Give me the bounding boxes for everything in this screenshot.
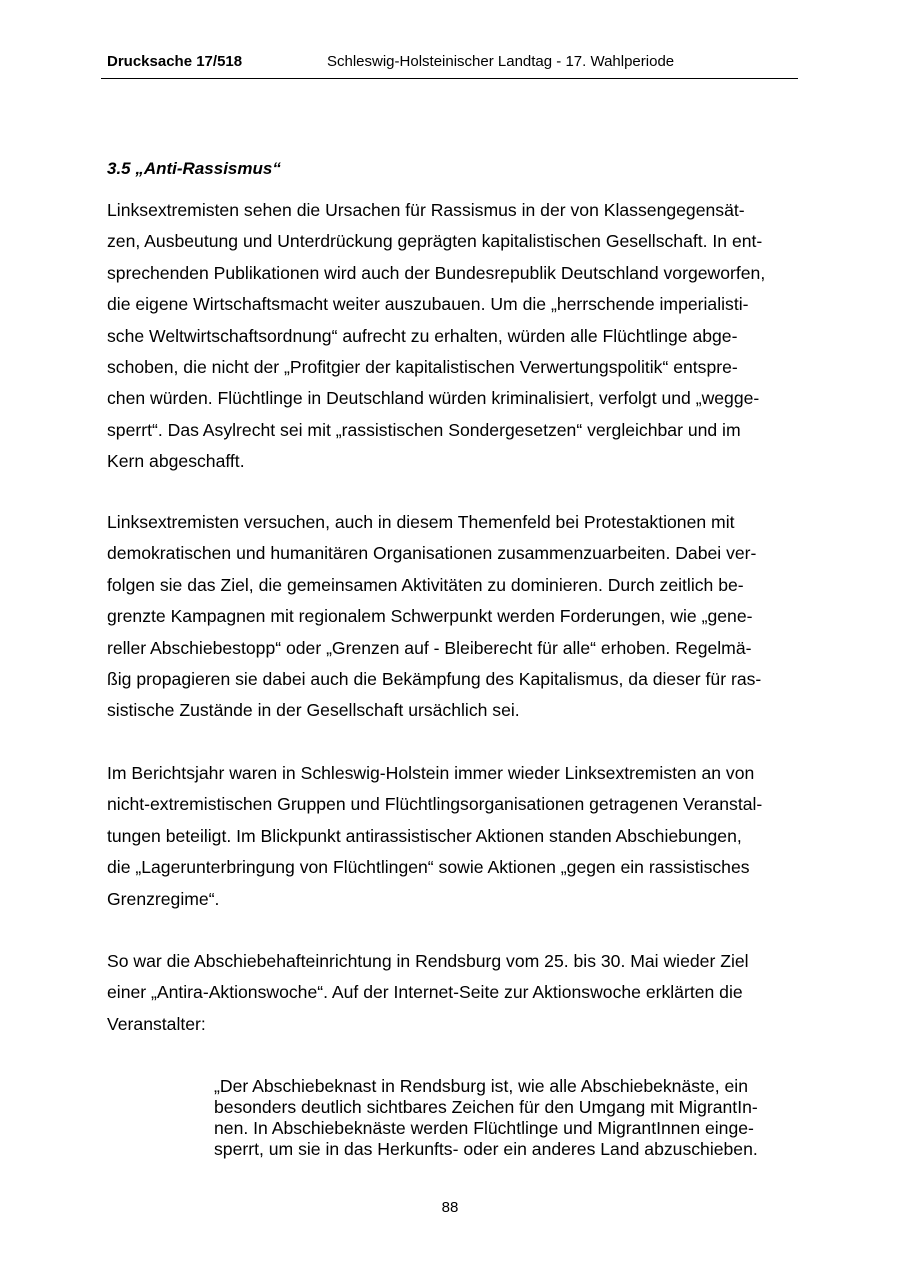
text-line: Veranstalter: bbox=[107, 1013, 206, 1034]
text-line: die „Lagerunterbringung von Flüchtlingen“ sowie Aktionen „gegen ein rassistisches bbox=[107, 857, 750, 878]
text-line: tungen beteiligt. Im Blickpunkt antirassistischer Aktionen standen Abschiebungen, bbox=[107, 825, 742, 846]
text-line: ßig propagieren sie dabei auch die Bekämpfung des Kapitalismus, da dieser für ras- bbox=[107, 668, 762, 689]
text-line: einer „Antira-Aktionswoche“. Auf der Internet-Seite zur Aktionswoche erklärten die bbox=[107, 982, 743, 1003]
text-line: So war die Abschiebehafteinrichtung in Rendsburg vom 25. bis 30. Mai wieder Ziel bbox=[107, 951, 749, 971]
text-line: nen. In Abschiebeknäste werden Flüchtlinge und MigrantInnen einge- bbox=[214, 1118, 754, 1138]
text-line: sperrt“. Das Asylrecht sei mit „rassistischen Sondergesetzen“ vergleichbar und im bbox=[107, 419, 741, 440]
text-line: „Der Abschiebeknast in Rendsburg ist, wie alle Abschiebeknäste, ein bbox=[214, 1076, 748, 1096]
text-line: die eigene Wirtschaftsmacht weiter auszubauen. Um die „herrschende imperialisti- bbox=[107, 294, 749, 315]
text-line: demokratischen und humanitären Organisationen zusammenzuarbeiten. Dabei ver- bbox=[107, 543, 757, 564]
block-quote bbox=[214, 1076, 794, 1160]
header-title: Schleswig-Holsteinischer Landtag - 17. Wahlperiode bbox=[327, 53, 675, 70]
paragraph-3 bbox=[107, 758, 797, 915]
text-line: sperrt, um sie in das Herkunfts- oder ein anderes Land abzuschieben. bbox=[214, 1139, 758, 1159]
text-line: reller Abschiebestopp“ oder „Grenzen auf - Bleiberecht für alle“ erhoben. Regelmä- bbox=[107, 637, 752, 658]
text-line: sche Weltwirtschaftsordnung“ aufrecht zu erhalten, würden alle Flüchtlinge abge- bbox=[107, 325, 738, 346]
text-line: zen, Ausbeutung und Unterdrückung geprägten kapitalistischen Gesellschaft. In ent- bbox=[107, 231, 763, 252]
paragraph-4 bbox=[107, 946, 797, 1040]
page-header bbox=[101, 52, 798, 79]
document-number: Drucksache 17/518 bbox=[107, 53, 243, 70]
text-line: Linksextremisten versuchen, auch in diesem Themenfeld bei Protestaktionen mit bbox=[107, 512, 735, 532]
section-heading: 3.5 „Anti-Rassismus“ bbox=[107, 159, 281, 178]
paragraph-2 bbox=[107, 507, 797, 727]
text-line: Linksextremisten sehen die Ursachen für Rassismus in der von Klassengegensät- bbox=[107, 200, 745, 220]
text-line: grenzte Kampagnen mit regionalem Schwerpunkt werden Forderungen, wie „gene- bbox=[107, 606, 753, 627]
text-line: sprechenden Publikationen wird auch der Bundesrepublik Deutschland vorgeworfen, bbox=[107, 262, 766, 283]
text-line: Im Berichtsjahr waren in Schleswig-Holstein immer wieder Linksextremisten an von bbox=[107, 763, 755, 783]
text-line: sistische Zustände in der Gesellschaft ursächlich sei. bbox=[107, 700, 520, 721]
text-line: chen würden. Flüchtlinge in Deutschland würden kriminalisiert, verfolgt und „wegge- bbox=[107, 388, 760, 409]
text-line: besonders deutlich sichtbares Zeichen für den Umgang mit MigrantIn- bbox=[214, 1097, 758, 1117]
text-line: nicht-extremistischen Gruppen und Flüchtlingsorganisationen getragenen Veranstal- bbox=[107, 794, 763, 815]
text-line: Grenzregime“. bbox=[107, 888, 220, 909]
paragraph-1 bbox=[107, 195, 797, 478]
text-line: schoben, die nicht der „Profitgier der kapitalistischen Verwertungspolitik“ entspre- bbox=[107, 356, 738, 377]
text-line: folgen sie das Ziel, die gemeinsamen Aktivitäten zu dominieren. Durch zeitlich be- bbox=[107, 574, 744, 595]
page-number: 88 bbox=[441, 1199, 459, 1216]
text-line: Kern abgeschafft. bbox=[107, 451, 245, 472]
